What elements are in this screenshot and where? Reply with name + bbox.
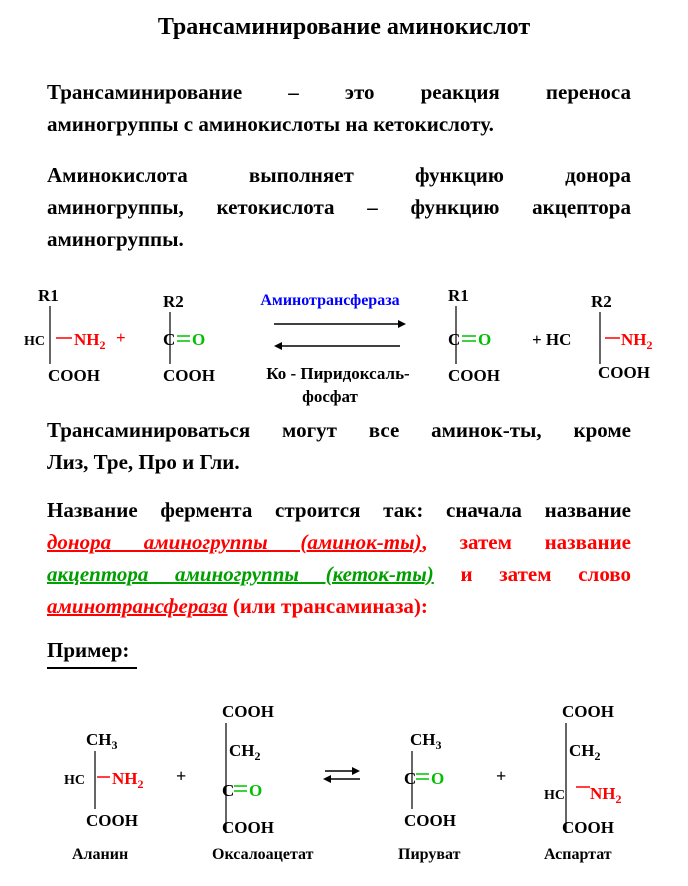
naming-line-4: [47, 590, 631, 622]
cooh-label: COOH: [163, 366, 215, 385]
forward-arrowhead: [398, 320, 406, 328]
nh2-label: $NH_2$: [74, 330, 106, 352]
ch2-label: $CH_2$: [569, 741, 601, 763]
c-label: C: [163, 330, 176, 349]
roles-line-1: Аминокислота выполняет функцию донора: [47, 163, 631, 187]
hc-label: HC: [544, 788, 565, 803]
o-label: O: [249, 781, 263, 800]
cooh-label: COOH: [448, 366, 500, 385]
roles-line-3: аминогруппы.: [47, 227, 184, 251]
ch3-label: $CH_3$: [410, 730, 442, 752]
nh2-label: $NH_2$: [112, 769, 144, 791]
c-label: C: [222, 781, 235, 800]
coenzyme-line-2: фосфат: [302, 387, 358, 406]
exceptions-line-1: Трансаминироваться могут все аминок-ты, кроме: [47, 418, 631, 442]
example-label: Пример:: [47, 638, 130, 662]
plus-sign: +: [116, 328, 126, 347]
example-reaction-scheme: [0, 695, 688, 875]
cooh-label: COOH: [562, 818, 614, 837]
definition-paragraph: [47, 76, 631, 140]
cooh-label: COOH: [48, 366, 100, 385]
r1-label: R1: [448, 286, 469, 305]
roles-line-2: аминогруппы, кетокислота – функцию акцептора: [47, 195, 631, 219]
r1-label: R1: [38, 286, 59, 305]
page-title: Трансаминирование аминокислот: [157, 14, 531, 40]
acceptor-phrase: акцептора аминогруппы (кеток-ты): [47, 562, 434, 586]
cooh-label: COOH: [86, 811, 138, 830]
plus-sign: +: [176, 766, 187, 786]
alanine-name: Аланин: [72, 846, 129, 863]
aspartate-name: Аспартат: [544, 846, 612, 863]
cooh-label: COOH: [222, 818, 274, 837]
naming-or-text: (или трансаминаза):: [227, 594, 428, 618]
c-label: C: [448, 330, 461, 349]
reverse-arrowhead: [323, 775, 331, 783]
nh2-label: $NH_2$: [590, 784, 622, 806]
reverse-arrowhead: [274, 342, 282, 350]
ch3-label: $CH_3$: [86, 730, 118, 752]
naming-line-2: [47, 526, 631, 558]
coenzyme-line-1: Ко - Пиридоксаль-: [266, 364, 410, 383]
plus-sign: +: [496, 766, 507, 786]
naming-line-1: Название фермента строится так: сначала название: [47, 498, 631, 522]
o-label: O: [478, 330, 492, 349]
general-reaction-scheme: [0, 280, 688, 410]
example-underline: [47, 667, 137, 669]
c-label: C: [404, 769, 417, 788]
r2-label: R2: [591, 292, 612, 311]
naming-and-word-text: и затем слово: [433, 562, 631, 586]
ch2-label: $CH_2$: [229, 741, 261, 763]
pyruvate-name: Пируват: [398, 846, 461, 863]
oxaloacetate-name: Оксалоацетат: [212, 846, 314, 863]
naming-then-text: , затем название: [421, 530, 631, 554]
cooh-label: COOH: [598, 363, 650, 382]
roles-paragraph: [47, 159, 631, 255]
definition-line-1: Трансаминирование – это реакция переноса: [47, 80, 631, 104]
donor-phrase: донора аминогруппы (аминок-ты): [47, 530, 422, 554]
cooh-label: COOH: [222, 702, 274, 721]
cooh-label: COOH: [404, 811, 456, 830]
forward-arrowhead: [352, 767, 360, 775]
plus-hc-label: + HC: [532, 330, 572, 349]
exceptions-line-2: Лиз, Тре, Про и Гли.: [47, 450, 240, 474]
naming-paragraph: [47, 494, 631, 622]
exceptions-paragraph: [47, 414, 631, 478]
hc-label: HC: [24, 334, 45, 349]
definition-line-2: аминогруппы с аминокислоты на кетокислоту.: [47, 112, 494, 136]
naming-line-3: [47, 558, 631, 590]
nh2-label: $NH_2$: [621, 330, 653, 352]
enzyme-label: Аминотрансфераза: [260, 292, 400, 309]
aminotransferase-phrase: аминотрансфераза: [47, 594, 228, 618]
o-label: O: [192, 330, 206, 349]
r2-label: R2: [163, 292, 184, 311]
hc-label: HC: [64, 773, 85, 788]
o-label: O: [431, 769, 445, 788]
cooh-label: COOH: [562, 702, 614, 721]
